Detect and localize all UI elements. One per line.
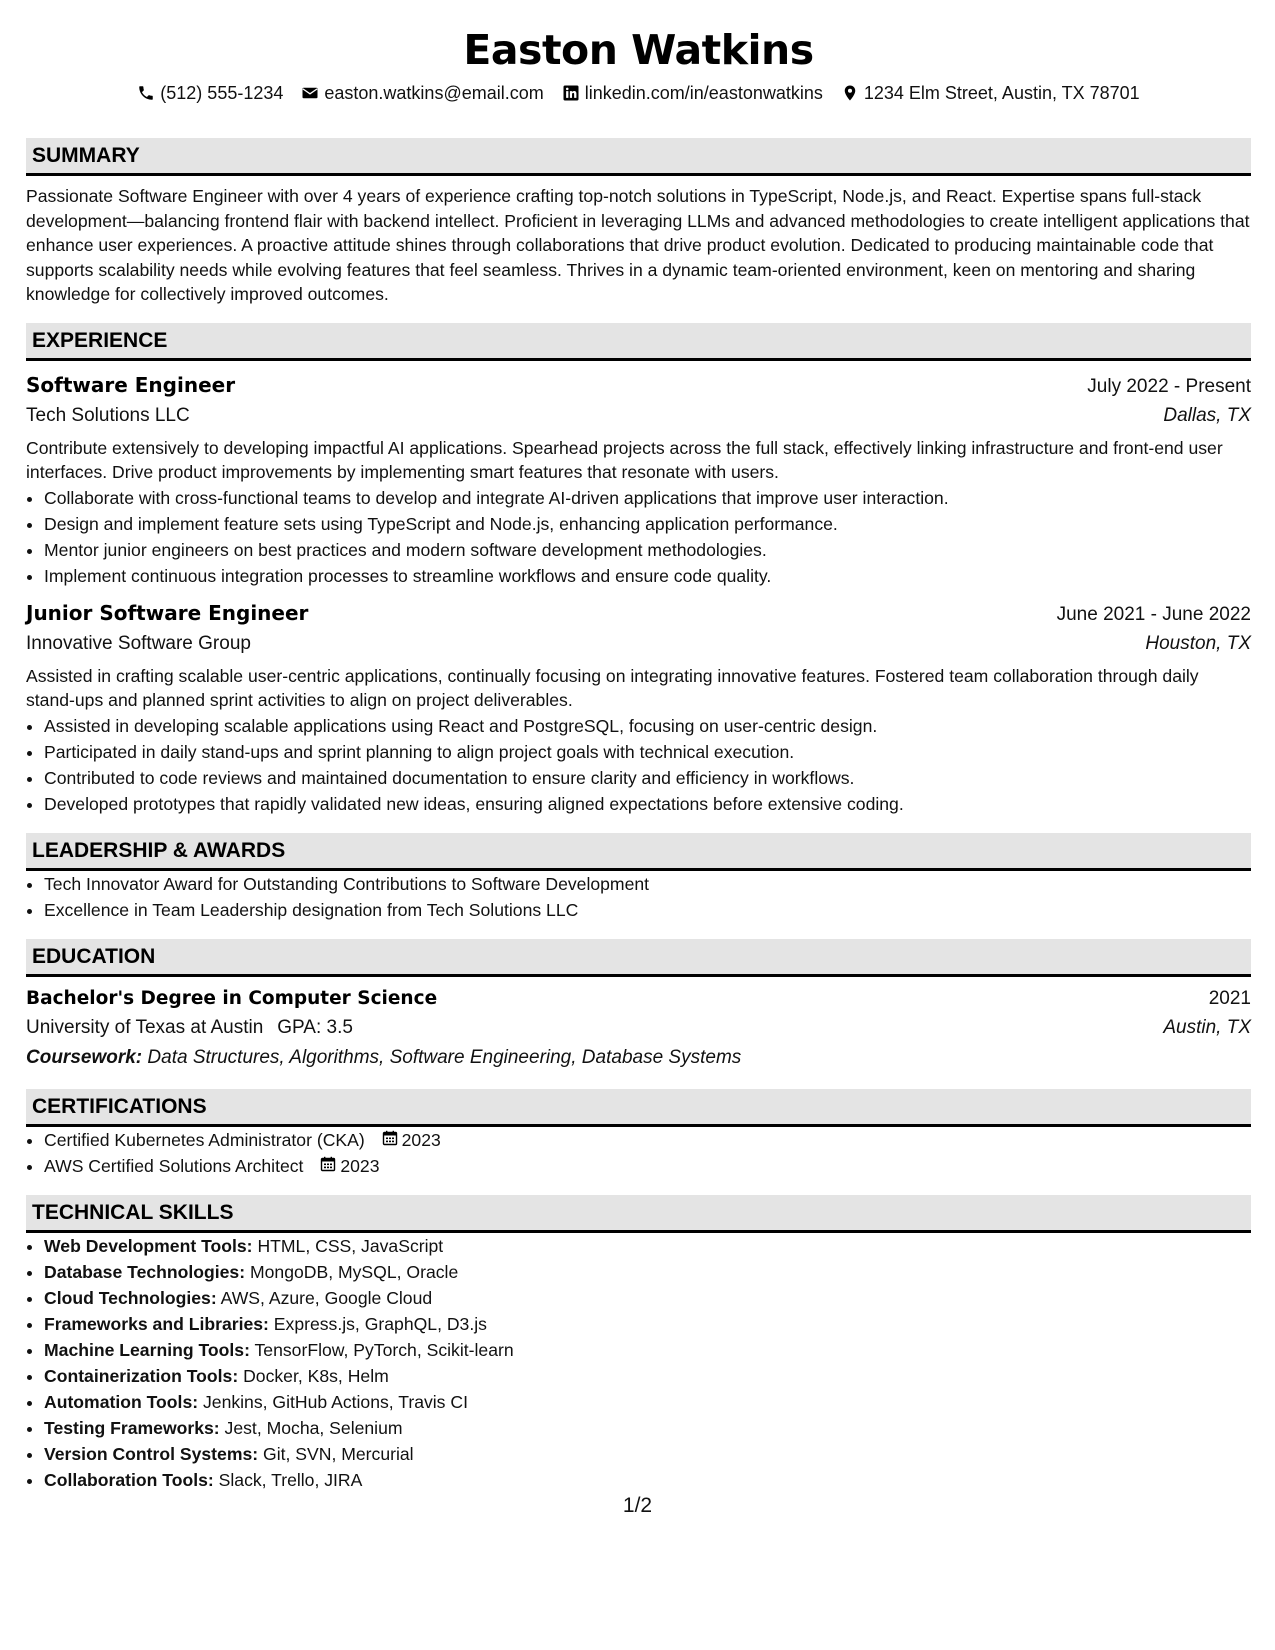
list-item: • Developed prototypes that rapidly validated new ideas, ensuring aligned expectations before extensive coding. xyxy=(44,791,1251,817)
skill-category: Testing Frameworks: xyxy=(44,1417,220,1438)
skill-category: Database Technologies: xyxy=(44,1261,246,1282)
graduation-year: 2021 xyxy=(1208,987,1251,1009)
degree-title: Bachelor's Degree in Computer Science xyxy=(26,987,438,1009)
section-header-education: EDUCATION xyxy=(26,939,1251,977)
certification-name: Certified Kubernetes Administrator (CKA) xyxy=(44,1129,365,1150)
school-line xyxy=(26,1013,353,1043)
list-item xyxy=(44,1153,1251,1179)
list-item: • Participated in daily stand-ups and sprint planning to align project goals with technical execution. xyxy=(44,739,1251,765)
contact-bar xyxy=(26,82,1251,104)
section-header-leadership: LEADERSHIP & AWARDS xyxy=(26,833,1251,871)
phone-text: (512) 555-1234 xyxy=(160,83,284,103)
job-location: Houston, TX xyxy=(1145,632,1251,654)
job-company: Innovative Software Group xyxy=(26,632,251,654)
envelope-icon xyxy=(301,84,319,102)
list-item: • Contributed to code reviews and maintained documentation to ensure clarity and efficiency in workflows. xyxy=(44,765,1251,791)
list-item xyxy=(44,1389,1251,1415)
awards-list xyxy=(26,871,1251,923)
job-dates: June 2021 - June 2022 xyxy=(1056,603,1251,625)
job-company: Tech Solutions LLC xyxy=(26,404,190,426)
phone-icon xyxy=(137,84,155,102)
job-location: Dallas, TX xyxy=(1163,404,1251,426)
contact-address xyxy=(841,82,1140,104)
list-item xyxy=(44,1285,1251,1311)
job-bullets xyxy=(26,713,1251,817)
section-header-summary: SUMMARY xyxy=(26,138,1251,176)
contact-phone xyxy=(137,82,283,104)
skill-values: TensorFlow, PyTorch, Scikit-learn xyxy=(254,1339,514,1360)
skill-category: Containerization Tools: xyxy=(44,1365,239,1386)
coursework-list: Data Structures, Algorithms, Software Engineering, Database Systems xyxy=(147,1046,742,1068)
education-entry xyxy=(26,985,1251,1073)
skill-values: Jenkins, GitHub Actions, Travis CI xyxy=(202,1391,468,1412)
certifications-list xyxy=(26,1127,1251,1179)
list-item xyxy=(44,1337,1251,1363)
coursework xyxy=(26,1043,1251,1073)
skill-values: HTML, CSS, JavaScript xyxy=(257,1235,444,1256)
job-entry xyxy=(26,371,1251,589)
list-item: • Collaborate with cross-functional teams to develop and integrate AI-driven applications that improve user interaction. xyxy=(44,485,1251,511)
skill-category: Version Control Systems: xyxy=(44,1443,259,1464)
contact-email[interactable] xyxy=(301,82,543,104)
skill-values: Docker, K8s, Helm xyxy=(243,1365,389,1386)
certification-date xyxy=(382,1127,441,1153)
certification-name: AWS Certified Solutions Architect xyxy=(44,1155,304,1176)
list-item xyxy=(44,1441,1251,1467)
list-item xyxy=(44,1259,1251,1285)
skill-category: Machine Learning Tools: xyxy=(44,1339,250,1360)
list-item: • Mentor junior engineers on best practices and modern software development methodologies. xyxy=(44,537,1251,563)
linkedin-link[interactable]: linkedin.com/in/eastonwatkins xyxy=(584,83,823,103)
section-header-skills: TECHNICAL SKILLS xyxy=(26,1195,1251,1233)
list-item xyxy=(44,1233,1251,1259)
list-item xyxy=(44,1363,1251,1389)
gpa: GPA: 3.5 xyxy=(277,1016,353,1038)
summary-text: Passionate Software Engineer with over 4 years of experience crafting top-notch solutions in TypeScript, Node.js, and React. Expertise spans full-stack development—balancing frontend flair with backend intellect. Proficient in leveraging LLMs and advanced methodologies to create intelligent applications that enhance user experiences. A proactive attitude shines through collaborations that drive product evolution. Dedicated to producing maintainable code that supports scalability needs while evolving features that feel seamless. Thrives in a dynamic team-oriented environment, keen on mentoring and sharing knowledge for collectively improved outcomes. xyxy=(26,186,1250,304)
skill-category: Web Development Tools: xyxy=(44,1235,253,1256)
list-item xyxy=(44,1127,1251,1153)
job-entry xyxy=(26,599,1251,817)
job-description: Assisted in crafting scalable user-centric applications, continually focusing on integrating innovative features. Fostered team collaboration through daily stand-ups and planned sprint activities to align on project deliverables. xyxy=(26,665,1199,710)
resume-page xyxy=(26,0,1251,1493)
list-item xyxy=(44,1311,1251,1337)
calendar-icon xyxy=(320,1153,336,1179)
certification-year: 2023 xyxy=(340,1155,380,1176)
certification-date xyxy=(320,1153,379,1179)
job-description: Contribute extensively to developing impactful AI applications. Spearhead projects across the full stack, effectively linking infrastructure and front-end user interfaces. Drive product improvements by implementing smart features that resonate with users. xyxy=(26,437,1223,482)
section-header-experience: EXPERIENCE xyxy=(26,323,1251,361)
page-number: 1/2 xyxy=(622,1494,653,1517)
school-name: University of Texas at Austin xyxy=(26,1016,264,1038)
map-pin-icon xyxy=(841,84,859,102)
list-item xyxy=(44,1415,1251,1441)
job-title: Junior Software Engineer xyxy=(26,600,309,625)
list-item: • Assisted in developing scalable applications using React and PostgreSQL, focusing on user-centric design. xyxy=(44,713,1251,739)
linkedin-icon xyxy=(562,84,580,102)
list-item: • Implement continuous integration processes to streamline workflows and ensure code quality. xyxy=(44,563,1251,589)
address-text: 1234 Elm Street, Austin, TX 78701 xyxy=(863,83,1140,103)
job-dates: July 2022 - Present xyxy=(1087,375,1251,397)
contact-linkedin[interactable] xyxy=(562,82,823,104)
skill-values: AWS, Azure, Google Cloud xyxy=(220,1287,433,1308)
section-header-certifications: CERTIFICATIONS xyxy=(26,1089,1251,1127)
skill-category: Automation Tools: xyxy=(44,1391,199,1412)
skill-category: Cloud Technologies: xyxy=(44,1287,217,1308)
job-title: Software Engineer xyxy=(26,372,236,397)
certification-year: 2023 xyxy=(401,1129,441,1150)
list-item xyxy=(44,1467,1251,1493)
skill-category: Frameworks and Libraries: xyxy=(44,1313,269,1334)
skills-list xyxy=(26,1233,1251,1493)
skill-values: Slack, Trello, JIRA xyxy=(218,1469,363,1490)
skill-values: Git, SVN, Mercurial xyxy=(263,1443,414,1464)
list-item: • Tech Innovator Award for Outstanding Contributions to Software Development xyxy=(44,871,1251,897)
list-item: • Excellence in Team Leadership designation from Tech Solutions LLC xyxy=(44,897,1251,923)
school-location: Austin, TX xyxy=(1163,1016,1251,1038)
coursework-label: Coursework: xyxy=(26,1046,143,1068)
calendar-icon xyxy=(382,1127,398,1153)
skill-category: Collaboration Tools: xyxy=(44,1469,214,1490)
skill-values: Express.js, GraphQL, D3.js xyxy=(273,1313,487,1334)
list-item: • Design and implement feature sets using TypeScript and Node.js, enhancing application performance. xyxy=(44,511,1251,537)
job-bullets xyxy=(26,485,1251,589)
candidate-name: Easton Watkins xyxy=(463,26,814,74)
skill-values: Jest, Mocha, Selenium xyxy=(224,1417,403,1438)
email-link[interactable]: easton.watkins@email.com xyxy=(324,83,544,103)
skill-values: MongoDB, MySQL, Oracle xyxy=(249,1261,459,1282)
